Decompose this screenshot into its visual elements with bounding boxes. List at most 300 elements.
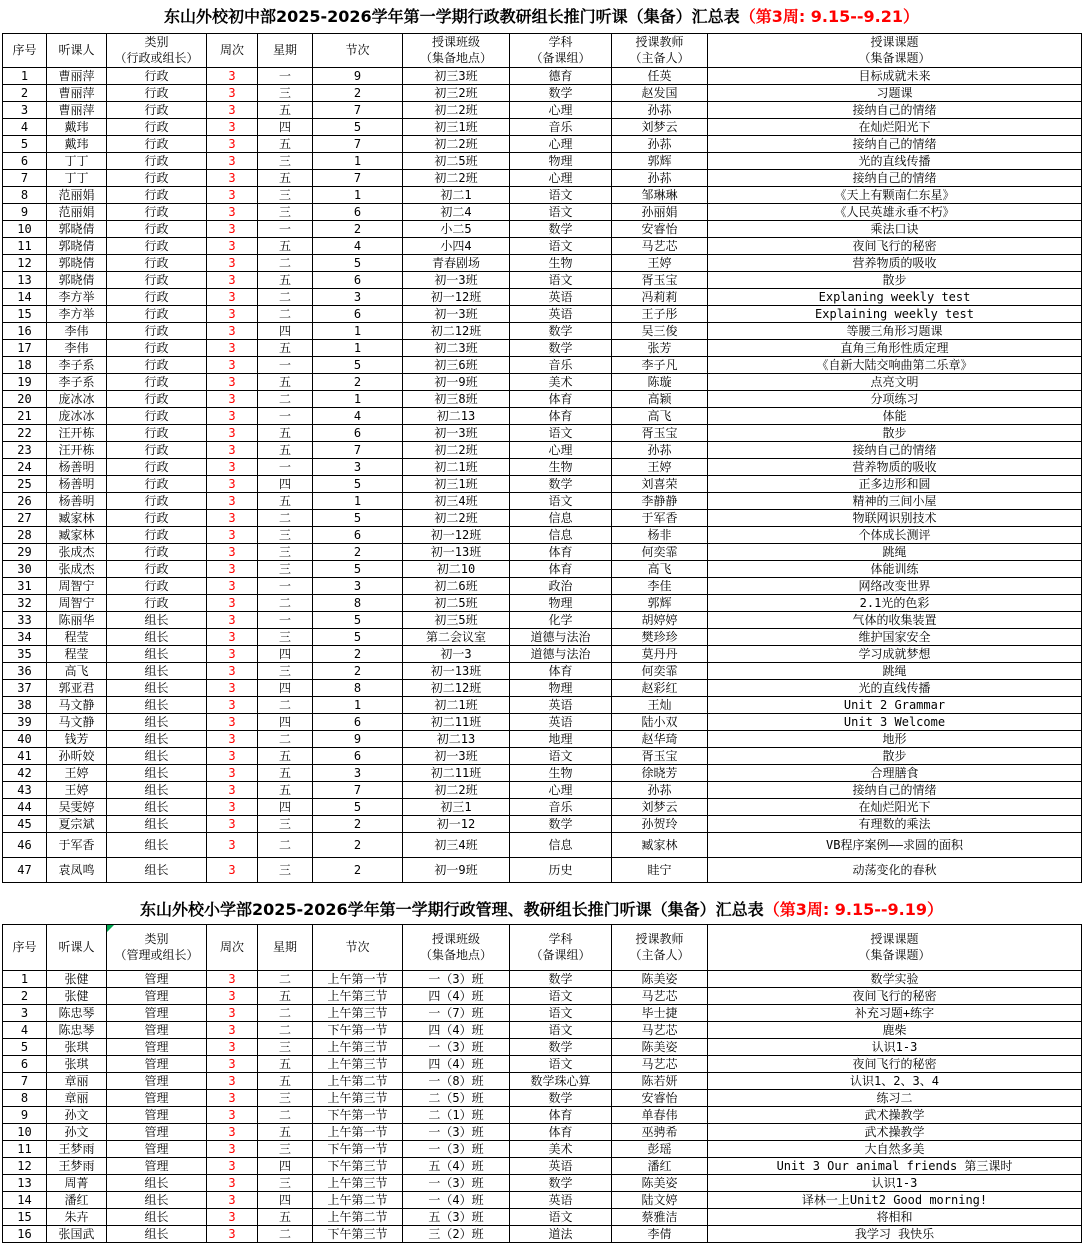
cell[interactable]: 6: [3, 1056, 47, 1073]
cell[interactable]: Unit 3 Welcome: [708, 714, 1082, 731]
cell[interactable]: 英语: [510, 697, 612, 714]
cell[interactable]: 3: [207, 561, 258, 578]
cell[interactable]: 初一9班: [403, 374, 510, 391]
column-header[interactable]: 节次: [313, 34, 403, 68]
cell[interactable]: 初二2班: [403, 170, 510, 187]
cell[interactable]: 陈美姿: [612, 971, 708, 988]
cell[interactable]: 3: [207, 1107, 258, 1124]
cell[interactable]: 钱芳: [47, 731, 107, 748]
cell[interactable]: 潘红: [612, 1158, 708, 1175]
cell[interactable]: 3: [207, 510, 258, 527]
cell[interactable]: 三: [258, 561, 313, 578]
column-header[interactable]: 授课班级 （集备地点）: [403, 925, 510, 971]
cell[interactable]: 上午第一节: [313, 971, 403, 988]
cell[interactable]: 赵彩红: [612, 680, 708, 697]
cell[interactable]: 安睿怡: [612, 221, 708, 238]
cell[interactable]: 38: [3, 697, 47, 714]
cell[interactable]: 4: [3, 1022, 47, 1039]
cell[interactable]: 五: [258, 442, 313, 459]
cell[interactable]: 下午第一节: [313, 1141, 403, 1158]
cell[interactable]: 初一12班: [403, 289, 510, 306]
cell[interactable]: 15: [3, 306, 47, 323]
cell[interactable]: 五（4）班: [403, 1158, 510, 1175]
cell[interactable]: 李佳: [612, 578, 708, 595]
cell[interactable]: 五: [258, 136, 313, 153]
cell[interactable]: 行政: [107, 493, 207, 510]
cell[interactable]: 27: [3, 510, 47, 527]
cell[interactable]: 初一13班: [403, 663, 510, 680]
cell[interactable]: 李倩: [612, 1226, 708, 1243]
cell[interactable]: Explaining weekly test: [708, 306, 1082, 323]
cell[interactable]: 范丽娟: [47, 187, 107, 204]
column-header[interactable]: 授课课题 （集备课题）: [708, 925, 1082, 971]
cell[interactable]: 一（8）班: [403, 1073, 510, 1090]
cell[interactable]: 数学: [510, 323, 612, 340]
cell[interactable]: 3: [207, 187, 258, 204]
cell[interactable]: 36: [3, 663, 47, 680]
cell[interactable]: 组长: [107, 1209, 207, 1226]
cell[interactable]: 2: [313, 374, 403, 391]
cell[interactable]: 英语: [510, 306, 612, 323]
cell[interactable]: 一（4）班: [403, 1192, 510, 1209]
cell[interactable]: 组长: [107, 629, 207, 646]
cell[interactable]: 34: [3, 629, 47, 646]
cell[interactable]: 袁凤鸣: [47, 858, 107, 883]
cell[interactable]: 胡婷婷: [612, 612, 708, 629]
cell[interactable]: 何奕霏: [612, 663, 708, 680]
cell[interactable]: 二: [258, 697, 313, 714]
cell[interactable]: 一（3）班: [403, 1039, 510, 1056]
cell[interactable]: 乘法口诀: [708, 221, 1082, 238]
cell[interactable]: 行政: [107, 374, 207, 391]
column-header[interactable]: 听课人: [47, 925, 107, 971]
cell[interactable]: 二: [258, 1226, 313, 1243]
cell[interactable]: 刘梦云: [612, 799, 708, 816]
cell[interactable]: 第二会议室: [403, 629, 510, 646]
cell[interactable]: 行政: [107, 272, 207, 289]
cell[interactable]: 2: [3, 988, 47, 1005]
cell[interactable]: 3: [207, 170, 258, 187]
cell[interactable]: 初二1: [403, 187, 510, 204]
cell[interactable]: 王子彤: [612, 306, 708, 323]
cell[interactable]: 二: [258, 255, 313, 272]
cell[interactable]: 英语: [510, 289, 612, 306]
cell[interactable]: 小二5: [403, 221, 510, 238]
cell[interactable]: 有理数的乘法: [708, 816, 1082, 833]
column-header[interactable]: 序号: [3, 925, 47, 971]
cell[interactable]: 上午第三节: [313, 1056, 403, 1073]
cell[interactable]: 26: [3, 493, 47, 510]
cell[interactable]: 胥玉宝: [612, 748, 708, 765]
cell[interactable]: 陈忠琴: [47, 1022, 107, 1039]
cell[interactable]: 四（4）班: [403, 988, 510, 1005]
cell[interactable]: 2.1光的色彩: [708, 595, 1082, 612]
cell[interactable]: 行政: [107, 306, 207, 323]
cell[interactable]: 初二11班: [403, 714, 510, 731]
cell[interactable]: 15: [3, 1209, 47, 1226]
cell[interactable]: 3: [207, 374, 258, 391]
cell[interactable]: 7: [313, 170, 403, 187]
cell[interactable]: 1: [3, 971, 47, 988]
cell[interactable]: 四: [258, 680, 313, 697]
cell[interactable]: 32: [3, 595, 47, 612]
cell[interactable]: 历史: [510, 858, 612, 883]
cell[interactable]: 五: [258, 238, 313, 255]
cell[interactable]: 3: [207, 578, 258, 595]
cell[interactable]: 五: [258, 170, 313, 187]
cell[interactable]: 初二2班: [403, 102, 510, 119]
cell[interactable]: 初三6班: [403, 357, 510, 374]
cell[interactable]: 三（2）班: [403, 1226, 510, 1243]
cell[interactable]: 任英: [612, 68, 708, 85]
cell[interactable]: 三: [258, 527, 313, 544]
cell[interactable]: 行政: [107, 425, 207, 442]
cell[interactable]: 青春剧场: [403, 255, 510, 272]
cell[interactable]: 赵发国: [612, 85, 708, 102]
cell[interactable]: 物理: [510, 595, 612, 612]
cell[interactable]: 46: [3, 833, 47, 858]
cell[interactable]: 10: [3, 221, 47, 238]
cell[interactable]: 李子系: [47, 374, 107, 391]
cell[interactable]: 二: [258, 391, 313, 408]
cell[interactable]: 孙荪: [612, 442, 708, 459]
cell[interactable]: 16: [3, 1226, 47, 1243]
cell[interactable]: 管理: [107, 1141, 207, 1158]
cell[interactable]: 14: [3, 289, 47, 306]
cell[interactable]: 3: [207, 629, 258, 646]
cell[interactable]: 等腰三角形习题课: [708, 323, 1082, 340]
cell[interactable]: 章丽: [47, 1073, 107, 1090]
cell[interactable]: 初三1: [403, 799, 510, 816]
cell[interactable]: 王灿: [612, 697, 708, 714]
cell[interactable]: 初三1班: [403, 119, 510, 136]
cell[interactable]: 四: [258, 119, 313, 136]
cell[interactable]: 行政: [107, 204, 207, 221]
cell[interactable]: 10: [3, 1124, 47, 1141]
cell[interactable]: 6: [313, 272, 403, 289]
cell[interactable]: 生物: [510, 765, 612, 782]
cell[interactable]: 22: [3, 425, 47, 442]
cell[interactable]: 组长: [107, 731, 207, 748]
cell[interactable]: 30: [3, 561, 47, 578]
cell[interactable]: 李伟: [47, 323, 107, 340]
cell[interactable]: 孙荪: [612, 782, 708, 799]
cell[interactable]: 上午第一节: [313, 1124, 403, 1141]
cell[interactable]: 初二2班: [403, 510, 510, 527]
cell[interactable]: 3: [207, 1039, 258, 1056]
cell[interactable]: 3: [313, 289, 403, 306]
cell[interactable]: 将相和: [708, 1209, 1082, 1226]
cell[interactable]: 邹琳琳: [612, 187, 708, 204]
cell[interactable]: 3: [207, 1192, 258, 1209]
cell[interactable]: 行政: [107, 476, 207, 493]
cell[interactable]: 李方举: [47, 306, 107, 323]
cell[interactable]: 7: [313, 782, 403, 799]
cell[interactable]: 一: [258, 459, 313, 476]
cell[interactable]: 3: [207, 204, 258, 221]
cell[interactable]: 一: [258, 408, 313, 425]
cell[interactable]: 3: [207, 816, 258, 833]
cell[interactable]: 物理: [510, 153, 612, 170]
cell[interactable]: 初二1班: [403, 459, 510, 476]
cell[interactable]: 体育: [510, 544, 612, 561]
cell[interactable]: 王梦雨: [47, 1158, 107, 1175]
cell[interactable]: 二: [258, 306, 313, 323]
cell[interactable]: 彭瑶: [612, 1141, 708, 1158]
cell[interactable]: 五: [258, 765, 313, 782]
column-header[interactable]: 星期: [258, 34, 313, 68]
cell[interactable]: 二: [258, 289, 313, 306]
cell[interactable]: 安睿怡: [612, 1090, 708, 1107]
cell[interactable]: 营养物质的吸收: [708, 459, 1082, 476]
cell[interactable]: 气体的收集装置: [708, 612, 1082, 629]
cell[interactable]: 13: [3, 272, 47, 289]
cell[interactable]: 樊珍珍: [612, 629, 708, 646]
cell[interactable]: 跳绳: [708, 663, 1082, 680]
cell[interactable]: 汪开栋: [47, 425, 107, 442]
cell[interactable]: 何奕霏: [612, 544, 708, 561]
cell[interactable]: 四（4）班: [403, 1056, 510, 1073]
cell[interactable]: 行政: [107, 102, 207, 119]
cell[interactable]: 朱卉: [47, 1209, 107, 1226]
cell[interactable]: 1: [313, 187, 403, 204]
cell[interactable]: 组长: [107, 782, 207, 799]
cell[interactable]: 杨善明: [47, 459, 107, 476]
cell[interactable]: 孙荪: [612, 136, 708, 153]
cell[interactable]: 3: [207, 971, 258, 988]
cell[interactable]: 12: [3, 1158, 47, 1175]
cell[interactable]: 2: [3, 85, 47, 102]
cell[interactable]: 行政: [107, 595, 207, 612]
cell[interactable]: 初三5班: [403, 612, 510, 629]
cell[interactable]: 莫丹丹: [612, 646, 708, 663]
cell[interactable]: 马艺芯: [612, 1022, 708, 1039]
column-header[interactable]: 周次: [207, 34, 258, 68]
column-header[interactable]: 授课教师 （主备人）: [612, 925, 708, 971]
cell[interactable]: 杨非: [612, 527, 708, 544]
cell[interactable]: 马艺芯: [612, 238, 708, 255]
cell[interactable]: 3: [207, 255, 258, 272]
cell[interactable]: 合理膳食: [708, 765, 1082, 782]
cell[interactable]: 四: [258, 1192, 313, 1209]
cell[interactable]: 组长: [107, 799, 207, 816]
cell[interactable]: 行政: [107, 391, 207, 408]
cell[interactable]: 行政: [107, 136, 207, 153]
cell[interactable]: 组长: [107, 833, 207, 858]
cell[interactable]: 数学: [510, 85, 612, 102]
cell[interactable]: 3: [207, 119, 258, 136]
cell[interactable]: 四: [258, 646, 313, 663]
cell[interactable]: 3: [207, 85, 258, 102]
cell[interactable]: 初二12班: [403, 680, 510, 697]
cell[interactable]: 11: [3, 1141, 47, 1158]
cell[interactable]: 管理: [107, 1056, 207, 1073]
cell[interactable]: 二: [258, 1005, 313, 1022]
cell[interactable]: 音乐: [510, 357, 612, 374]
cell[interactable]: 五: [258, 1124, 313, 1141]
cell[interactable]: 李伟: [47, 340, 107, 357]
cell[interactable]: 行政: [107, 289, 207, 306]
cell[interactable]: 戴玮: [47, 119, 107, 136]
cell[interactable]: 王婷: [47, 782, 107, 799]
cell[interactable]: 3: [313, 578, 403, 595]
cell[interactable]: 3: [207, 493, 258, 510]
cell[interactable]: 3: [207, 153, 258, 170]
cell[interactable]: 44: [3, 799, 47, 816]
cell[interactable]: 政治: [510, 578, 612, 595]
cell[interactable]: 行政: [107, 561, 207, 578]
cell[interactable]: 数学实验: [708, 971, 1082, 988]
cell[interactable]: 行政: [107, 527, 207, 544]
cell[interactable]: 张健: [47, 988, 107, 1005]
cell[interactable]: 上午第二节: [313, 1073, 403, 1090]
cell[interactable]: 接纳自己的情绪: [708, 170, 1082, 187]
cell[interactable]: 维护国家安全: [708, 629, 1082, 646]
cell[interactable]: 一（3）班: [403, 1175, 510, 1192]
cell[interactable]: 接纳自己的情绪: [708, 782, 1082, 799]
cell[interactable]: 3: [207, 391, 258, 408]
cell[interactable]: 五: [258, 102, 313, 119]
cell[interactable]: 数学: [510, 476, 612, 493]
cell[interactable]: 语文: [510, 272, 612, 289]
cell[interactable]: 认识1-3: [708, 1175, 1082, 1192]
cell[interactable]: 初一3班: [403, 306, 510, 323]
cell[interactable]: 组长: [107, 1226, 207, 1243]
cell[interactable]: 夜间飞行的秘密: [708, 988, 1082, 1005]
cell[interactable]: 郭辉: [612, 595, 708, 612]
cell[interactable]: 接纳自己的情绪: [708, 136, 1082, 153]
cell[interactable]: 高飞: [47, 663, 107, 680]
cell[interactable]: 分项练习: [708, 391, 1082, 408]
cell[interactable]: 陆小双: [612, 714, 708, 731]
cell[interactable]: 组长: [107, 748, 207, 765]
cell[interactable]: 管理: [107, 1039, 207, 1056]
cell[interactable]: 心理: [510, 102, 612, 119]
cell[interactable]: 31: [3, 578, 47, 595]
cell[interactable]: 13: [3, 1175, 47, 1192]
cell[interactable]: 孙文: [47, 1107, 107, 1124]
cell[interactable]: 1: [3, 68, 47, 85]
cell[interactable]: 45: [3, 816, 47, 833]
cell[interactable]: 大自然多美: [708, 1141, 1082, 1158]
cell[interactable]: 3: [207, 221, 258, 238]
cell[interactable]: 3: [207, 476, 258, 493]
cell[interactable]: 管理: [107, 988, 207, 1005]
cell[interactable]: 信息: [510, 833, 612, 858]
cell[interactable]: 25: [3, 476, 47, 493]
cell[interactable]: 刘喜荣: [612, 476, 708, 493]
cell[interactable]: 初一3班: [403, 272, 510, 289]
cell[interactable]: 道德与法治: [510, 629, 612, 646]
cell[interactable]: 三: [258, 544, 313, 561]
cell[interactable]: 鹿柴: [708, 1022, 1082, 1039]
cell[interactable]: 张琪: [47, 1056, 107, 1073]
cell[interactable]: 3: [207, 289, 258, 306]
cell[interactable]: 9: [313, 731, 403, 748]
cell[interactable]: 6: [313, 714, 403, 731]
cell[interactable]: 8: [313, 595, 403, 612]
cell[interactable]: 语文: [510, 425, 612, 442]
cell[interactable]: 3: [207, 544, 258, 561]
column-header[interactable]: 节次: [313, 925, 403, 971]
cell[interactable]: 3: [207, 988, 258, 1005]
cell[interactable]: 3: [207, 408, 258, 425]
cell[interactable]: 下午第三节: [313, 1158, 403, 1175]
cell[interactable]: 丁丁: [47, 153, 107, 170]
cell[interactable]: 四: [258, 799, 313, 816]
cell[interactable]: 心理: [510, 782, 612, 799]
cell[interactable]: 3: [207, 306, 258, 323]
cell[interactable]: 21: [3, 408, 47, 425]
cell[interactable]: 散步: [708, 425, 1082, 442]
cell[interactable]: 光的直线传播: [708, 153, 1082, 170]
cell[interactable]: 3: [207, 459, 258, 476]
cell[interactable]: 数学: [510, 971, 612, 988]
cell[interactable]: 认识1、2、3、4: [708, 1073, 1082, 1090]
cell[interactable]: 英语: [510, 714, 612, 731]
cell[interactable]: 初一12: [403, 816, 510, 833]
cell[interactable]: 40: [3, 731, 47, 748]
cell[interactable]: 张成杰: [47, 561, 107, 578]
column-header[interactable]: 类别 （管理或组长）: [107, 925, 207, 971]
cell[interactable]: 管理: [107, 1107, 207, 1124]
cell[interactable]: 35: [3, 646, 47, 663]
cell[interactable]: 个体成长测评: [708, 527, 1082, 544]
cell[interactable]: 2: [313, 221, 403, 238]
cell[interactable]: 《自新大陆交响曲第二乐章》: [708, 357, 1082, 374]
cell[interactable]: 9: [3, 1107, 47, 1124]
cell[interactable]: 陈美姿: [612, 1039, 708, 1056]
cell[interactable]: 体育: [510, 561, 612, 578]
cell[interactable]: 管理: [107, 1158, 207, 1175]
cell[interactable]: 一: [258, 612, 313, 629]
cell[interactable]: 陆文婷: [612, 1192, 708, 1209]
cell[interactable]: 三: [258, 663, 313, 680]
cell[interactable]: 28: [3, 527, 47, 544]
cell[interactable]: 初三4班: [403, 833, 510, 858]
cell[interactable]: 3: [207, 646, 258, 663]
cell[interactable]: 散步: [708, 748, 1082, 765]
cell[interactable]: 3: [207, 340, 258, 357]
cell[interactable]: 五（3）班: [403, 1209, 510, 1226]
cell[interactable]: 3: [207, 425, 258, 442]
cell[interactable]: 行政: [107, 578, 207, 595]
cell[interactable]: 李子凡: [612, 357, 708, 374]
cell[interactable]: 地形: [708, 731, 1082, 748]
cell[interactable]: 孙荪: [612, 102, 708, 119]
cell[interactable]: 汪开栋: [47, 442, 107, 459]
cell[interactable]: 道德与法治: [510, 646, 612, 663]
cell[interactable]: 3: [207, 1005, 258, 1022]
cell[interactable]: 地理: [510, 731, 612, 748]
cell[interactable]: 眭宁: [612, 858, 708, 883]
cell[interactable]: 3: [207, 612, 258, 629]
cell[interactable]: 夏宗斌: [47, 816, 107, 833]
cell[interactable]: 四: [258, 1158, 313, 1175]
cell[interactable]: 1: [313, 391, 403, 408]
cell[interactable]: 臧家林: [612, 833, 708, 858]
cell[interactable]: 组长: [107, 816, 207, 833]
cell[interactable]: 初一12班: [403, 527, 510, 544]
cell[interactable]: 初三4班: [403, 493, 510, 510]
cell[interactable]: 三: [258, 1090, 313, 1107]
cell[interactable]: 数学: [510, 1175, 612, 1192]
cell[interactable]: 6: [313, 748, 403, 765]
column-header[interactable]: 授课课题 （集备课题）: [708, 34, 1082, 68]
cell[interactable]: 心理: [510, 442, 612, 459]
cell[interactable]: 上午第二节: [313, 1209, 403, 1226]
cell[interactable]: 行政: [107, 170, 207, 187]
